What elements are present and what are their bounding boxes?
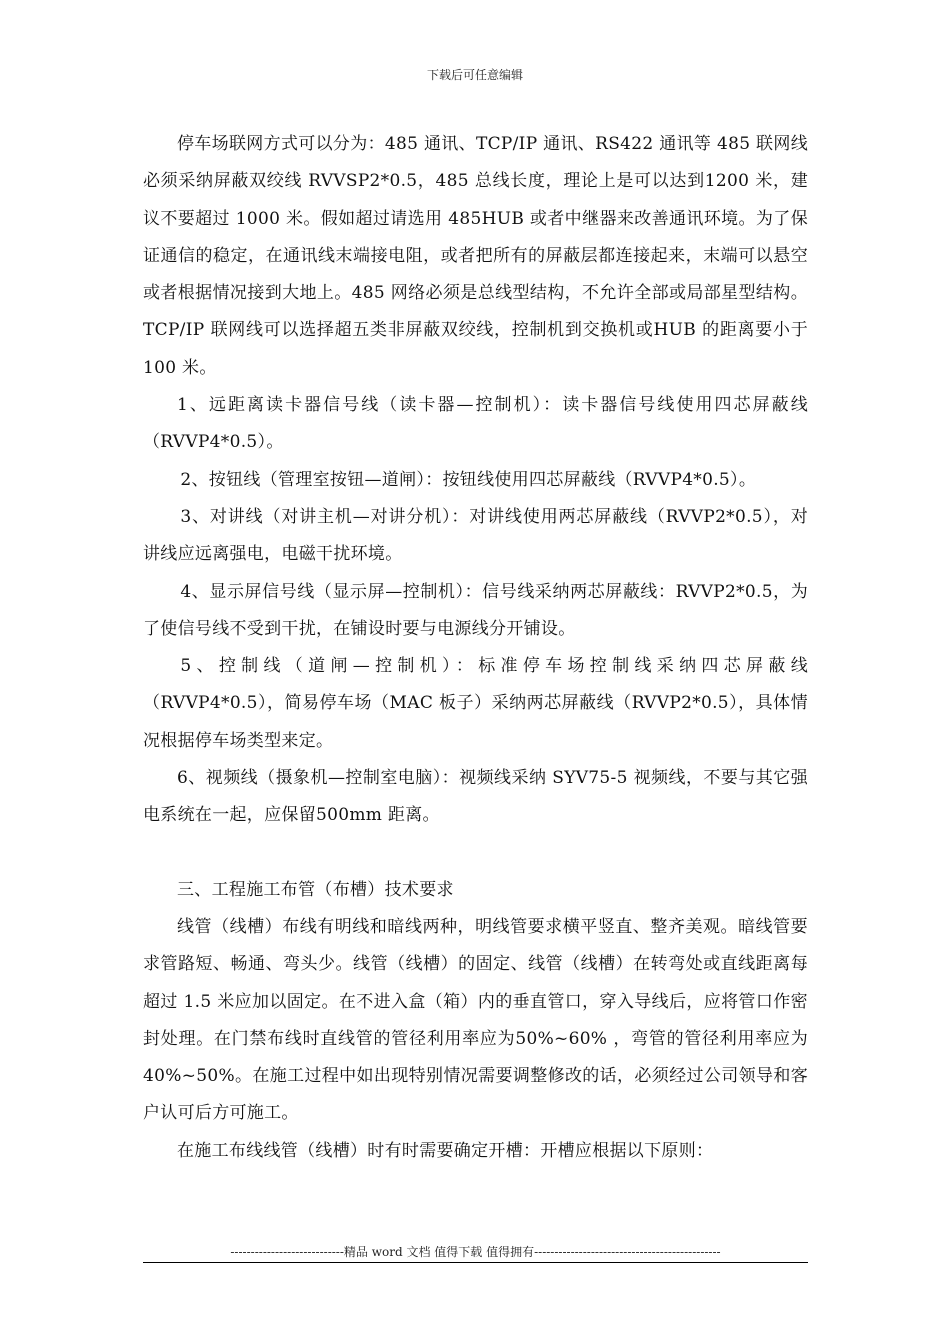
paragraph-item-5: 5、控制线（道闸—控制机）：标准停车场控制线采纳四芯屏蔽线（RVVP4*0.5），简易停车场（MAC 板子）采纳两芯屏蔽线（RVVP2*0.5），具体情况根据停车场类型来定。 <box>143 656 808 751</box>
footer-divider <box>143 1262 808 1263</box>
paragraph-item-4: 4、显示屏信号线（显示屏—控制机）：信号线采纳两芯屏蔽线：RVVP2*0.5，为了使信号线不受到干扰，在铺设时要与电源线分开铺设。 <box>143 581 808 639</box>
paragraph-item-1: 1、远距离读卡器信号线（读卡器—控制机）：读卡器信号线使用四芯屏蔽线（RVVP4*0.5）。 <box>143 395 808 453</box>
paragraph-item-6: 6、视频线（摄象机—控制室电脑）：视频线采纳 SYV75-5 视频线，不要与其它强电系统在一起，应保留500mm 距离。 <box>143 768 808 826</box>
paragraph-item-2: 2、按钮线（管理室按钮—道闸）：按钮线使用四芯屏蔽线（RVVP4*0.5）。 <box>180 469 757 490</box>
blank-line <box>143 835 808 872</box>
paragraph-trenching: 在施工布线线管（线槽）时有时需要确定开槽：开槽应根据以下原则： <box>177 1140 714 1161</box>
paragraph-item-3: 3、对讲线（对讲主机—对讲分机）：对讲线使用两芯屏蔽线（RVVP2*0.5），对讲线应远离强电，电磁干扰环境。 <box>143 506 808 565</box>
paragraph-networking: 停车场联网方式可以分为：485 通讯、TCP/IP 通讯、RS422 通讯等 485 联网线必须采纳屏蔽双绞线 RVVSP2*0.5，485 总线长度，理论上是可以达到1200 米，建议不要超过 1000 米。假如超过请选用 485HUB 或者中继器来改善通讯环境。为了保证通信的稳定，在通讯线末端接电阻，或者把所有的屏蔽层都连接起来，末端可以悬空或者根据情况接到大地上。485 网络必须是总线型结构，不允许全部或局部星型结构。TCP/IP 联网线可以选择超五类非屏蔽双绞线，控制机到交换机或HUB 的距离要小于 100 米。 <box>143 134 808 378</box>
page-header: 下载后可任意编辑 <box>426 68 523 82</box>
document-body <box>143 126 808 1170</box>
section-heading: 三、工程施工布管（布槽）技术要求 <box>177 879 454 900</box>
paragraph-conduit: 线管（线槽）布线有明线和暗线两种，明线管要求横平竖直、整齐美观。暗线管要求管路短、畅通、弯头少。线管（线槽）的固定、线管（线槽）在转弯处或直线距离每超过 1.5 米应加以固定。在不进入盒（箱）内的垂直管口，穿入导线后，应将管口作密封处理。在门禁布线时直线管的管径利用率应为50%~60% ，弯管的管径利用率应为 40%~50%。在施工过程中如出现特别情况需要调整修改的话，必须经过公司领导和客户认可后方可施工。 <box>143 916 808 1124</box>
page-footer: ----------------------------精品 word 文档 值得下载 值得拥有---------------------------------------------- <box>230 1245 721 1259</box>
